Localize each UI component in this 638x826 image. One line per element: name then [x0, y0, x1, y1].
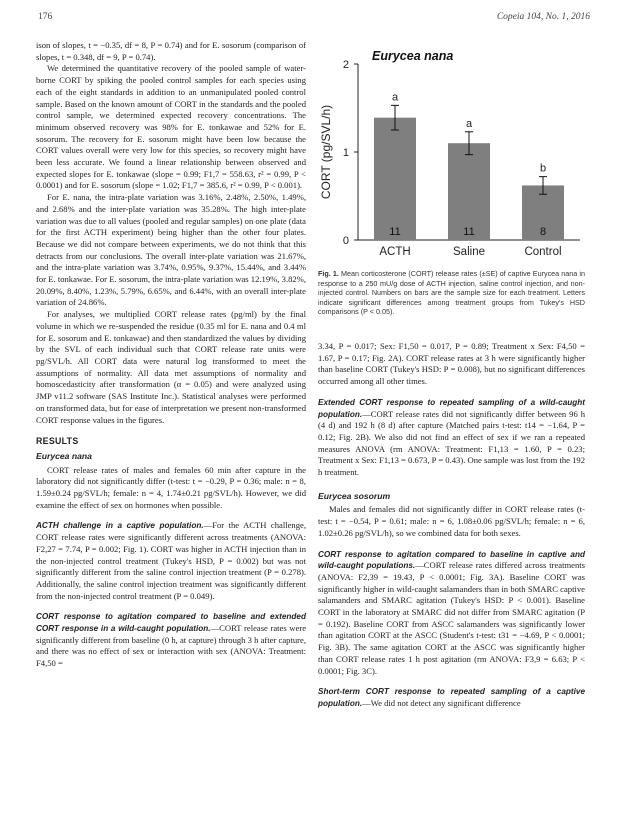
- runin-heading: Extended CORT response to repeated sampling of a wild-caught population.: [318, 397, 585, 419]
- paragraph: [36, 520, 306, 602]
- paragraph: 3.34, P = 0.017; Sex: F1,50 = 0.017, P = 0.89; Treatment x Sex: F4,50 = 1.67, P = 0.17; Fig. 2A). CORT release rates at 3 h were significantly higher than baseline CORT (Tukey's HSD: P = 0.008), but no significant differences occurred among all other times.: [318, 341, 585, 387]
- paragraph-text: —CORT release rates differed across treatments (ANOVA: F2,39 = 19.43, P < 0.0001; Fig. 3A). Baseline CORT was significantly higher in wild-caught salamanders than in both SMARC captive salamanders and SMARC agitation (Tukey's HSD: P < 0.001). Baseline CORT in the laboratory at SMARC did not differ from SMARC agitation (P = 0.192). Baseline CORT from ASCC salamanders was significantly lower than agitation CORT at the ASCC (Student's t-test: t31 = −4.69, P < 0.0001; Fig. 3B). The same agitation CORT at the ASCC was significantly higher than CORT release rates 1 h post agitation (rm ANOVA: F3,9 = 6.63; P < 0.0001; Fig. 3C).: [318, 560, 585, 676]
- bar: [374, 118, 416, 240]
- runin-heading: ACTH challenge in a captive population.: [36, 521, 204, 531]
- caption-text: Mean corticosterone (CORT) release rates (±SE) of captive Eurycea nana in response to a 250 mU/g dose of ACTH injection, saline control injection, and non-injected control. Numbers on bars are the sample size for each treatment. Letters indicate significant differences among treatment groups from Tukey's HSD comparisons (P < 0.05).: [318, 269, 585, 317]
- y-tick-label: 2: [342, 59, 349, 71]
- paragraph-text: —CORT release rates were significantly different from baseline (0 h, at capture) through 3 h after capture, and there was no effect of sex or interaction with sex (ANOVA: Treatment: F4,50 =: [36, 623, 307, 669]
- right-column: [318, 341, 585, 710]
- sample-size-label: 11: [389, 226, 401, 238]
- figure-caption: [318, 269, 585, 317]
- paragraph: For E. nana, the intra-plate variation was 3.16%, 2.48%, 2.50%, 1.49%, and 2.68% and the inter-plate variation was 35.28%. The high inter-plate variation was due to all values (pooled and regular samples) on one plate (data for the first ACTH experiment) being higher than the other four plates. Because we did not compare between experiments, we do not think that this detracts from our conclusions. The overall inter-plate variation was 21.67%, and the intra-plate variation was 3.74%, 0.95%, 9.37%, 15.44%, and 3.44% for E. tonkawae. For E. sosorum, the intra-plate variation was 12.19%, 3.82%, 20.09%, 8.40%, 1.23%, 5.79%, 6.65%, and 6.44%, with an overall inter-plate variation of 24.86%.: [36, 192, 306, 308]
- category-label: ACTH: [379, 246, 411, 258]
- paragraph: Males and females did not significantly differ in CORT release rates (t-test: t = −0.54, P = 0.61; male: n = 6, 1.08±0.06 pg/SVL/h; female: n = 6, 1.02±0.26 pg/SVL/h), so we combined data for both sexes.: [318, 504, 585, 538]
- y-tick-label: 0: [342, 235, 349, 247]
- y-axis-label: CORT (pg/SVL/h): [319, 104, 333, 200]
- paragraph: [318, 549, 585, 678]
- journal-citation: Copeia 104, No. 1, 2016: [496, 12, 590, 22]
- caption-label: Fig. 1.: [318, 269, 339, 278]
- paragraph-text: —CORT release rates did not significantly differ between 96 h (4 d) and 192 h (8 d) after capture (Matched pairs t-test: t14 = −1.64, P = 0.12; Fig. 2B). We also did not find an effect of sex if we ran a repeated measures ANOVA (rm ANOVA: Treatment: F1,13 = 1.60, P = 0.23; Treatment x Sex: F1,13 = 0.673, P = 0.43). One sample was lost from the 192 h treatment.: [318, 408, 585, 478]
- category-label: Saline: [453, 246, 485, 258]
- runin-heading: CORT response to agitation compared to baseline and extended CORT response in a wild-caught population.: [36, 612, 306, 634]
- significance-letter: a: [465, 117, 473, 130]
- paragraph-text: —For the ACTH challenge, CORT release rates were significantly different across treatments (ANOVA: F2,27 = 7.74, P = 0.002; Fig. 1). CORT was higher in ACTH injection than in the non-injected control treatment (Tukey's HSD, P = 0.002) but was not significantly different from the saline control injection treatment (P = 0.278). Additionally, the saline control injection treatment was significantly different from the non-injected control treatment (P = 0.049).: [36, 520, 306, 601]
- paragraph: [36, 611, 306, 670]
- category-label: Control: [524, 246, 562, 258]
- paragraph: For analyses, we multiplied CORT release rates (pg/ml) by the final volume in which we re-suspended the residue (0.35 ml for E. nana and 0.4 ml for E. sosorum and E. tonkawae) and then standardized the values by dividing by the SVL of each individual such that CORT release rate units were pg/SVL/h. All CORT data were natural log transformed to meet the assumptions of normality. All data met assumptions of normality and homoscedasticity after transformation (α = 0.05) and were analyzed using JMP v11.2 software (SAS Institute Inc.). Statistical analyses were performed on transformed data, but for ease of interpretation we present non-transformed CORT response values in the figures.: [36, 309, 306, 425]
- results-heading: RESULTS: [36, 436, 79, 447]
- y-tick-label: 1: [342, 147, 349, 159]
- runin-heading: CORT response to agitation compared to baseline in captive and wild-caught populations.: [318, 549, 585, 571]
- significance-letter: a: [391, 91, 399, 104]
- paragraph: ison of slopes, t = −0.35, df = 8, P = 0.74) and for E. sosorum (comparison of slopes, t = 0.348, df = 9, P = 0.74).: [36, 40, 306, 62]
- paragraph: [318, 686, 585, 709]
- page-number: 176: [38, 12, 53, 22]
- page-header: [0, 12, 638, 28]
- paragraph-text: —We did not detect any significant difference: [362, 697, 521, 708]
- sample-size-label: 8: [539, 226, 547, 238]
- paragraph: CORT release rates of males and females 60 min after capture in the laboratory did not significantly differ (t-test: t = −0.29, P = 0.36; male: n = 8, 1.59±0.24 pg/SVL/h; female: n = 4, 1.74±0.21 pg/SVL/h). However, we did examine the effect of sex on hormones when possible.: [36, 464, 306, 510]
- sample-size-label: 11: [463, 226, 475, 238]
- figure-1: [316, 44, 588, 266]
- bar-chart: [316, 44, 588, 266]
- runin-heading: Short-term CORT response to repeated sampling of a captive population.: [318, 687, 585, 708]
- section-heading-eurycea-nana: Eurycea nana: [36, 450, 92, 461]
- left-column: [36, 40, 306, 670]
- paragraph: [318, 397, 585, 479]
- section-heading-eurycea-sosorum: Eurycea sosorum: [318, 490, 391, 501]
- significance-letter: b: [539, 162, 547, 175]
- chart-title: Eurycea nana: [372, 49, 454, 63]
- paragraph: We determined the quantitative recovery of the pooled sample of water-borne CORT by spiking the pooled control samples for each species using each of the eight standards in addition to an unmanipulated pooled control sample. Based on the known amount of CORT in the standards and the pooled control sample, we determined expected recovery concentrations. The minimum observed recovery was 98% for E. tonkawae and 52% for E. sosorum. The recovery for E. sosorum might have been low because the CORT values overall were very low for this species, so recovery might have been less accurate. We found a linear relationship between observed and expected slopes for E. tonkawae (slope = 0.99; F1,7 = 558.63, r² = 0.99, P < 0.0001) and for E. sosorum (slope = 1.02; F1,7 = 385.6, r² = 0.99, P < 0.001).: [36, 63, 306, 191]
